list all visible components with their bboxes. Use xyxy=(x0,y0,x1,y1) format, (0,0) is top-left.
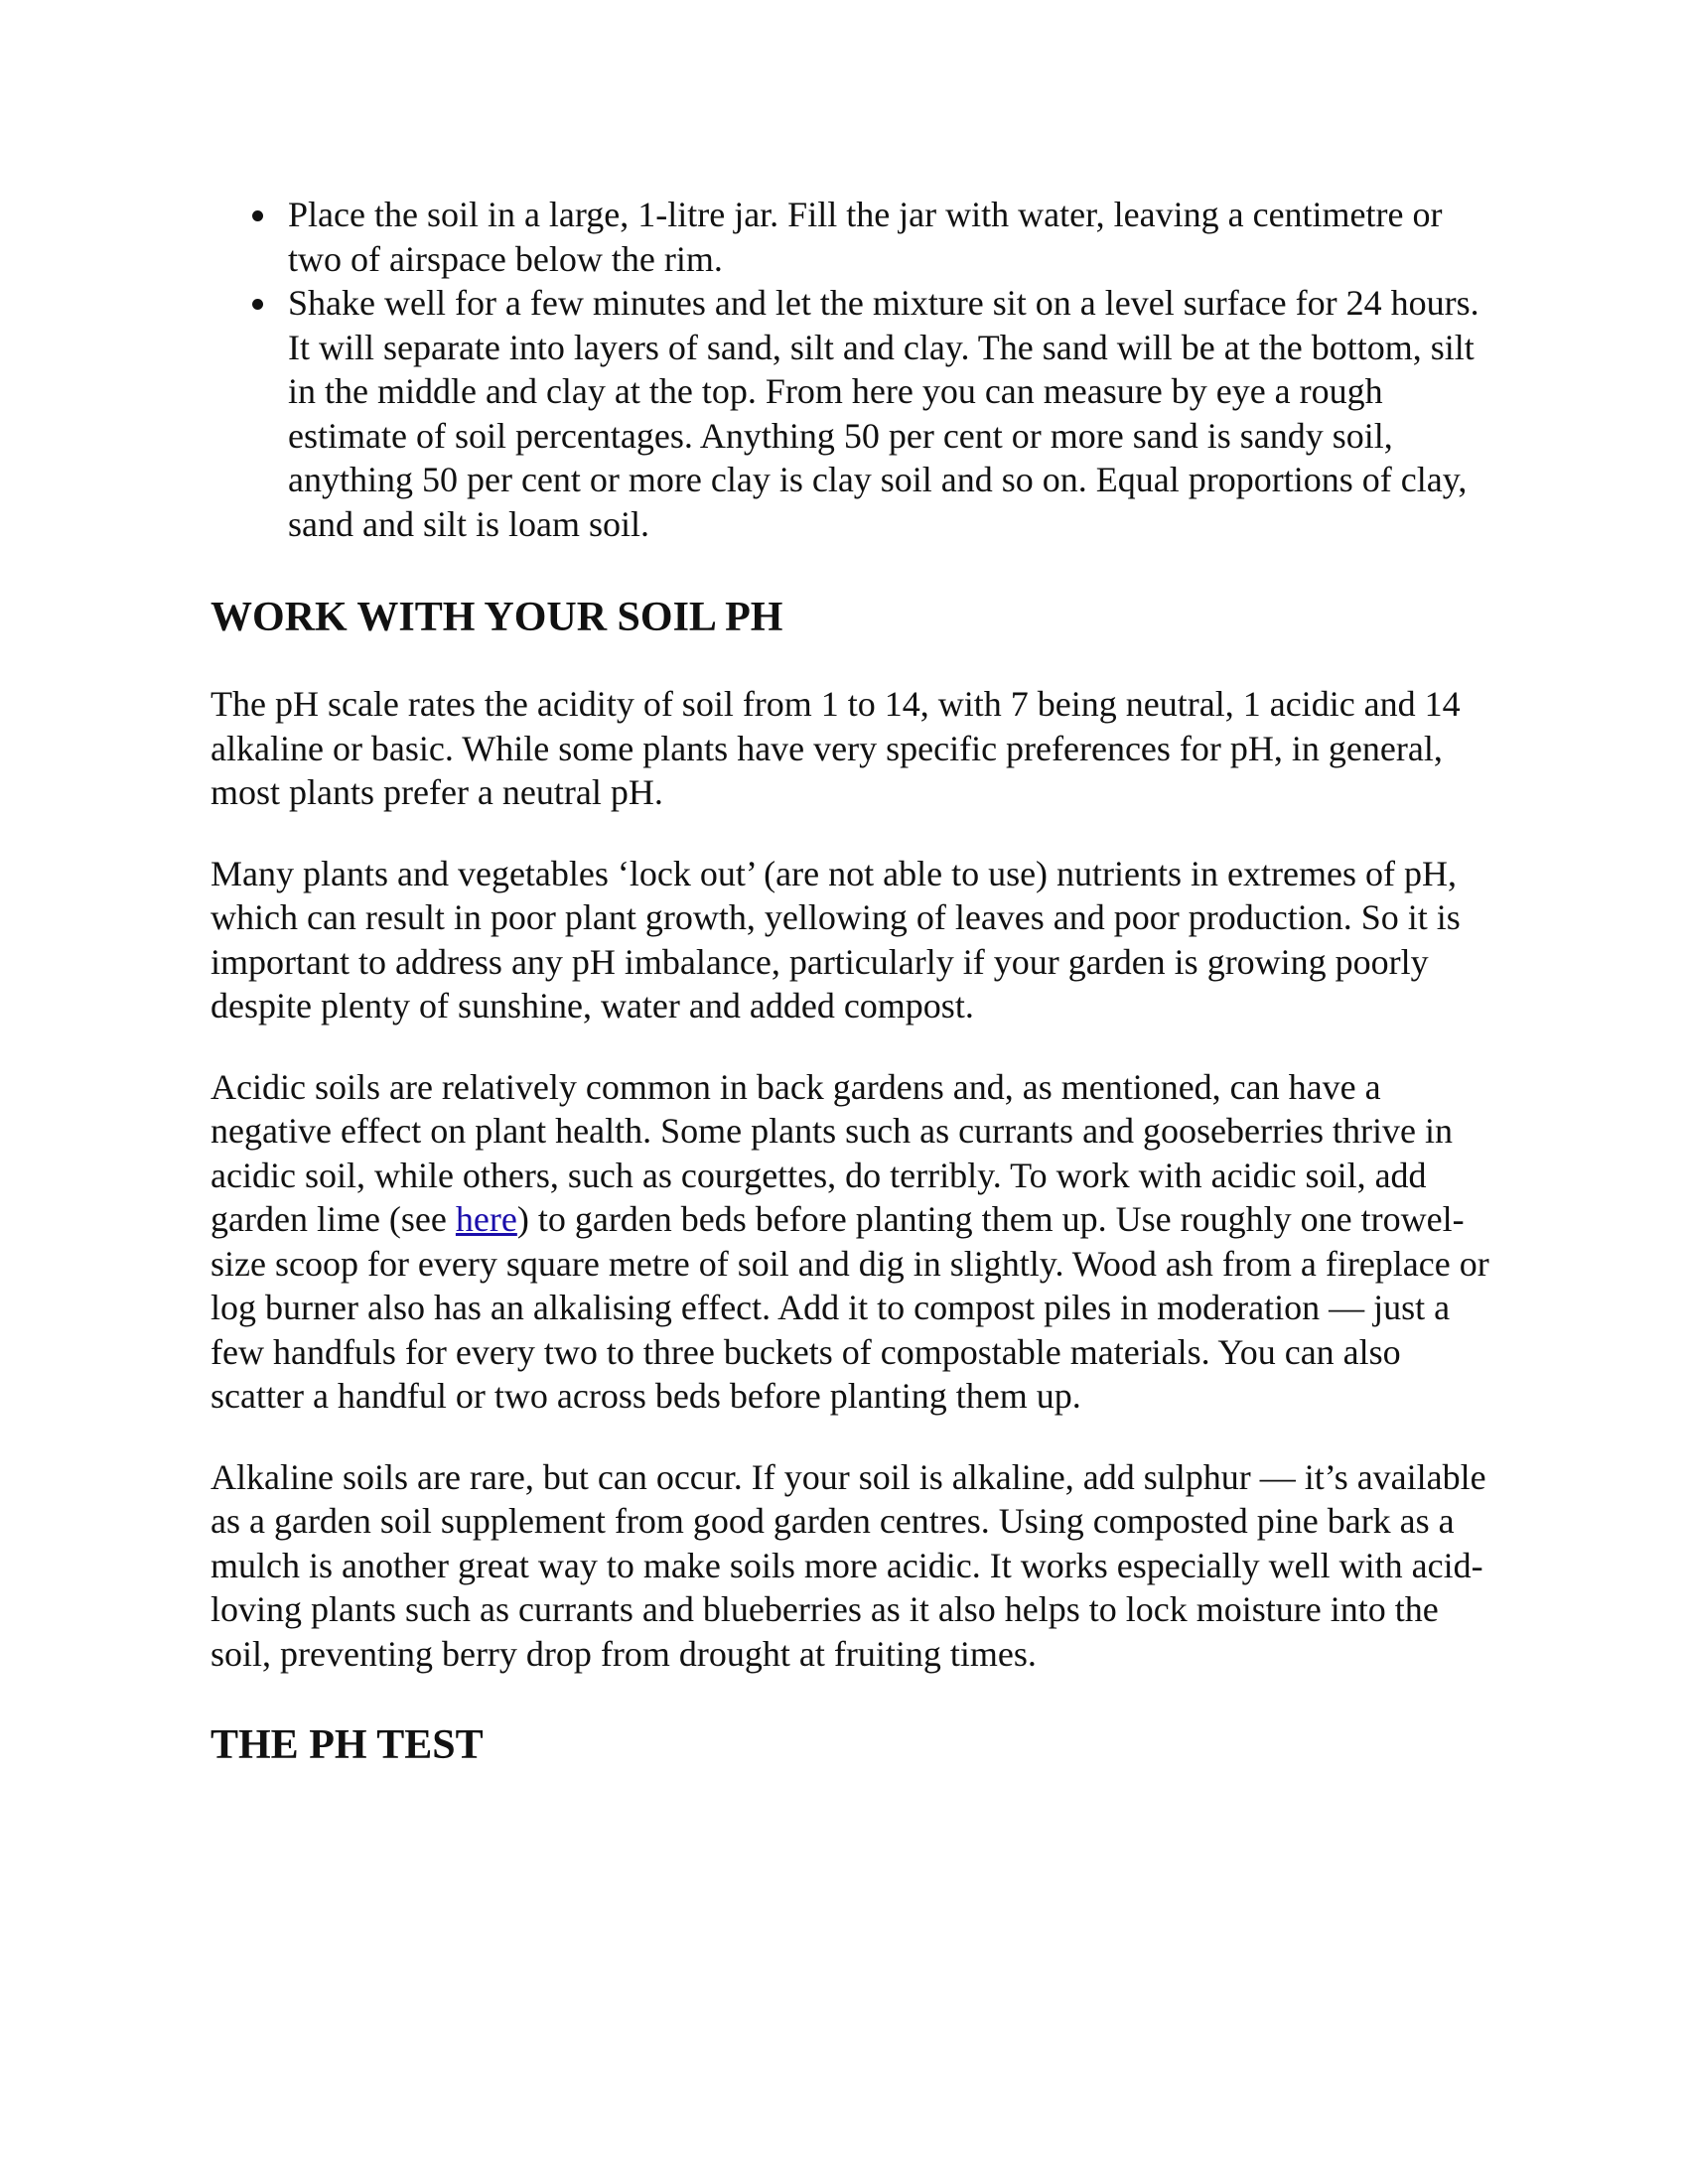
paragraph-ph-scale: The pH scale rates the acidity of soil from 1 to 14, with 7 being neutral, 1 acidic and 14 alkaline or basic. While some plants have very specific preferences for pH, in general, most plants prefer a neutral pH. xyxy=(211,684,1461,812)
paragraph-text: ) to garden beds before planting them up. Use roughly one trowel-size scoop for every square metre of soil and dig in slightly. Wood ash from a fireplace or log burner also has an alkalising effect. Add it to compost piles in moderation — just a few handfuls for every two to three buckets of compostable materials. You can also scatter a handful or two across beds before planting them up. xyxy=(211,1199,1489,1416)
here-link[interactable]: here xyxy=(455,1199,517,1239)
instruction-list xyxy=(211,193,1491,546)
paragraph-text: Acidic soils are relatively common in back gardens and, as mentioned, can have a negative effect on plant health. Some plants such as currants and gooseberries thrive in acidic soil, while others, such as courgettes, do terribly. To work with acidic soil, add garden lime (see xyxy=(211,1066,1453,1239)
section-heading-soil-ph: WORK WITH YOUR SOIL PH xyxy=(211,595,783,640)
section-heading-ph-test: THE PH TEST xyxy=(211,1722,484,1768)
list-item xyxy=(288,281,1491,546)
list-item-text: Place the soil in a large, 1-litre jar. Fill the jar with water, leaving a centimetre or two of airspace below the rim. xyxy=(288,195,1443,279)
paragraph-alkaline-soils: Alkaline soils are rare, but can occur. If your soil is alkaline, add sulphur — it’s available as a garden soil supplement from good garden centres. Using composted pine bark as a mulch is another great way to make soils more acidic. It works especially well with acid-loving plants such as currants and blueberries as it also helps to lock moisture into the soil, preventing berry drop from drought at fruiting times. xyxy=(211,1456,1486,1674)
list-item xyxy=(288,193,1491,281)
list-item-text: Shake well for a few minutes and let the mixture sit on a level surface for 24 hours. It will separate into layers of sand, silt and clay. The sand will be at the bottom, silt in the middle and clay at the top. From here you can measure by eye a rough estimate of soil percentages. Anything 50 per cent or more sand is sandy soil, anything 50 per cent or more clay is clay soil and so on. Equal proportions of clay, sand and silt is loam soil. xyxy=(288,283,1479,544)
bullet-icon xyxy=(252,299,263,310)
bullet-icon xyxy=(252,210,263,221)
paragraph-acidic-soils xyxy=(211,1065,1491,1419)
paragraph-lock-out: Many plants and vegetables ‘lock out’ (are not able to use) nutrients in extremes of pH, which can result in poor plant growth, yellowing of leaves and poor production. So it is important to address any pH imbalance, particularly if your garden is growing poorly despite plenty of sunshine, water and added compost. xyxy=(211,853,1461,1025)
document-page xyxy=(211,193,1491,1770)
